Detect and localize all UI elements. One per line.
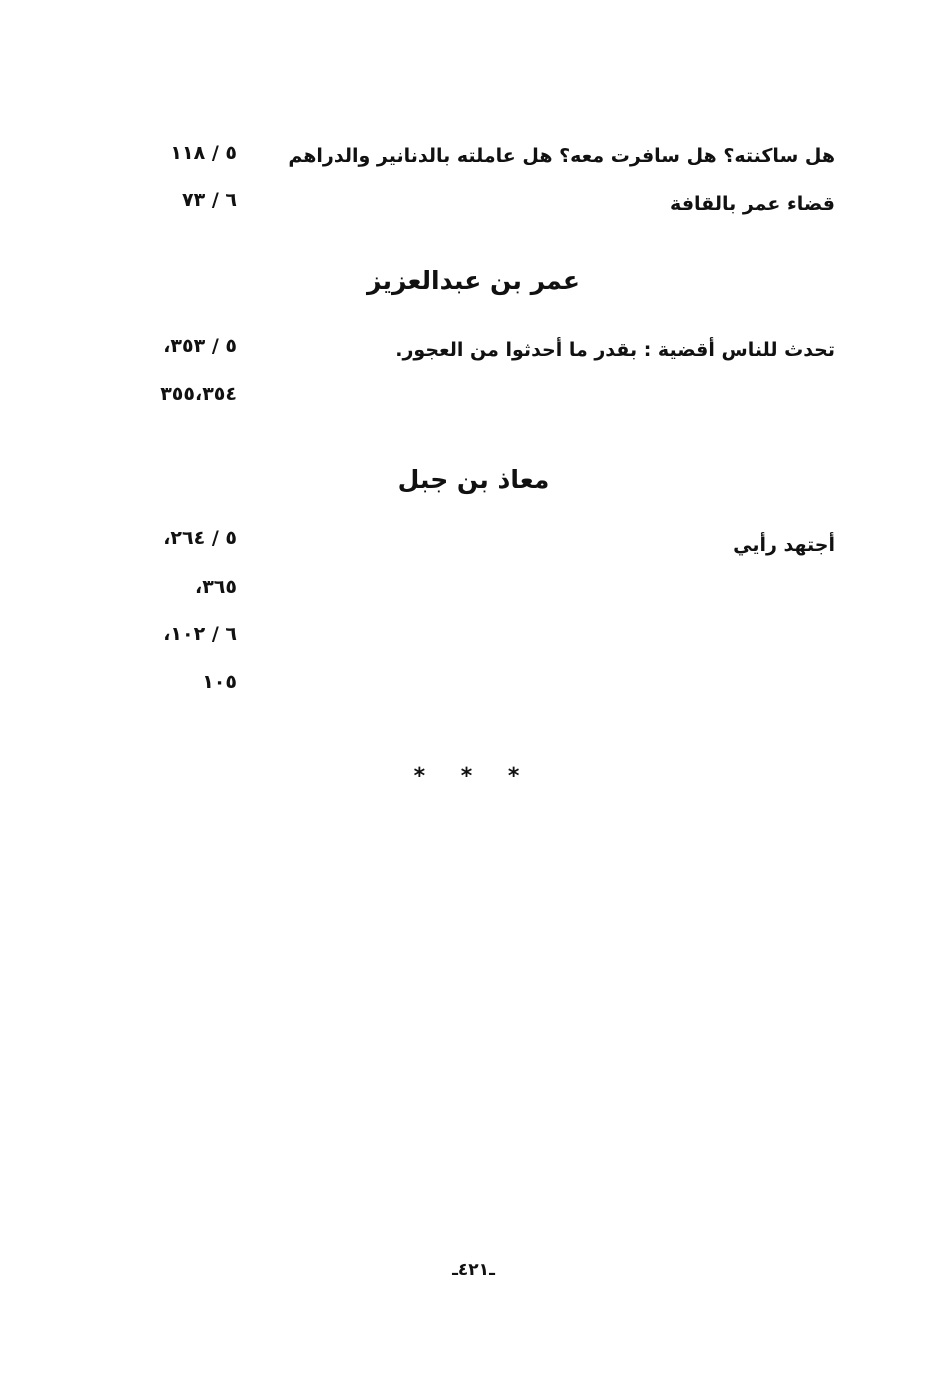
entry-text-1: هل ساكنته؟ هل سافرت معه؟ هل عاملته بالدنانير والدراهم — [288, 145, 835, 167]
entry-text-2: قضاء عمر بالقافة — [670, 193, 835, 215]
entry-ref-3b: ٣٥٥،٣٥٤ — [160, 383, 237, 405]
entry-text-4: أجتهد رأيي — [733, 534, 835, 556]
entry-ref-4a: ٥ / ٢٦٤، — [163, 527, 237, 549]
entry-ref-4d: ١٠٥ — [202, 671, 237, 693]
page-number: ـ٤٢١ـ — [452, 1260, 495, 1280]
section-heading-muadh-bin-jabal: معاذ بن جبل — [397, 465, 550, 494]
entry-ref-2: ٦ / ٧٣ — [182, 189, 237, 211]
entry-text-3: تحدث للناس أقضية : بقدر ما أحدثوا من العجور. — [395, 339, 835, 361]
section-separator-stars: * * * — [413, 764, 534, 789]
entry-ref-4c: ٦ / ١٠٢، — [163, 623, 237, 645]
entry-ref-1: ٥ / ١١٨ — [170, 142, 237, 164]
entry-ref-4b: ٣٦٥، — [194, 576, 237, 598]
section-heading-omar-bin-abdulaziz: عمر بن عبدالعزيز — [367, 266, 580, 295]
entry-ref-3a: ٥ / ٣٥٣، — [163, 335, 237, 357]
